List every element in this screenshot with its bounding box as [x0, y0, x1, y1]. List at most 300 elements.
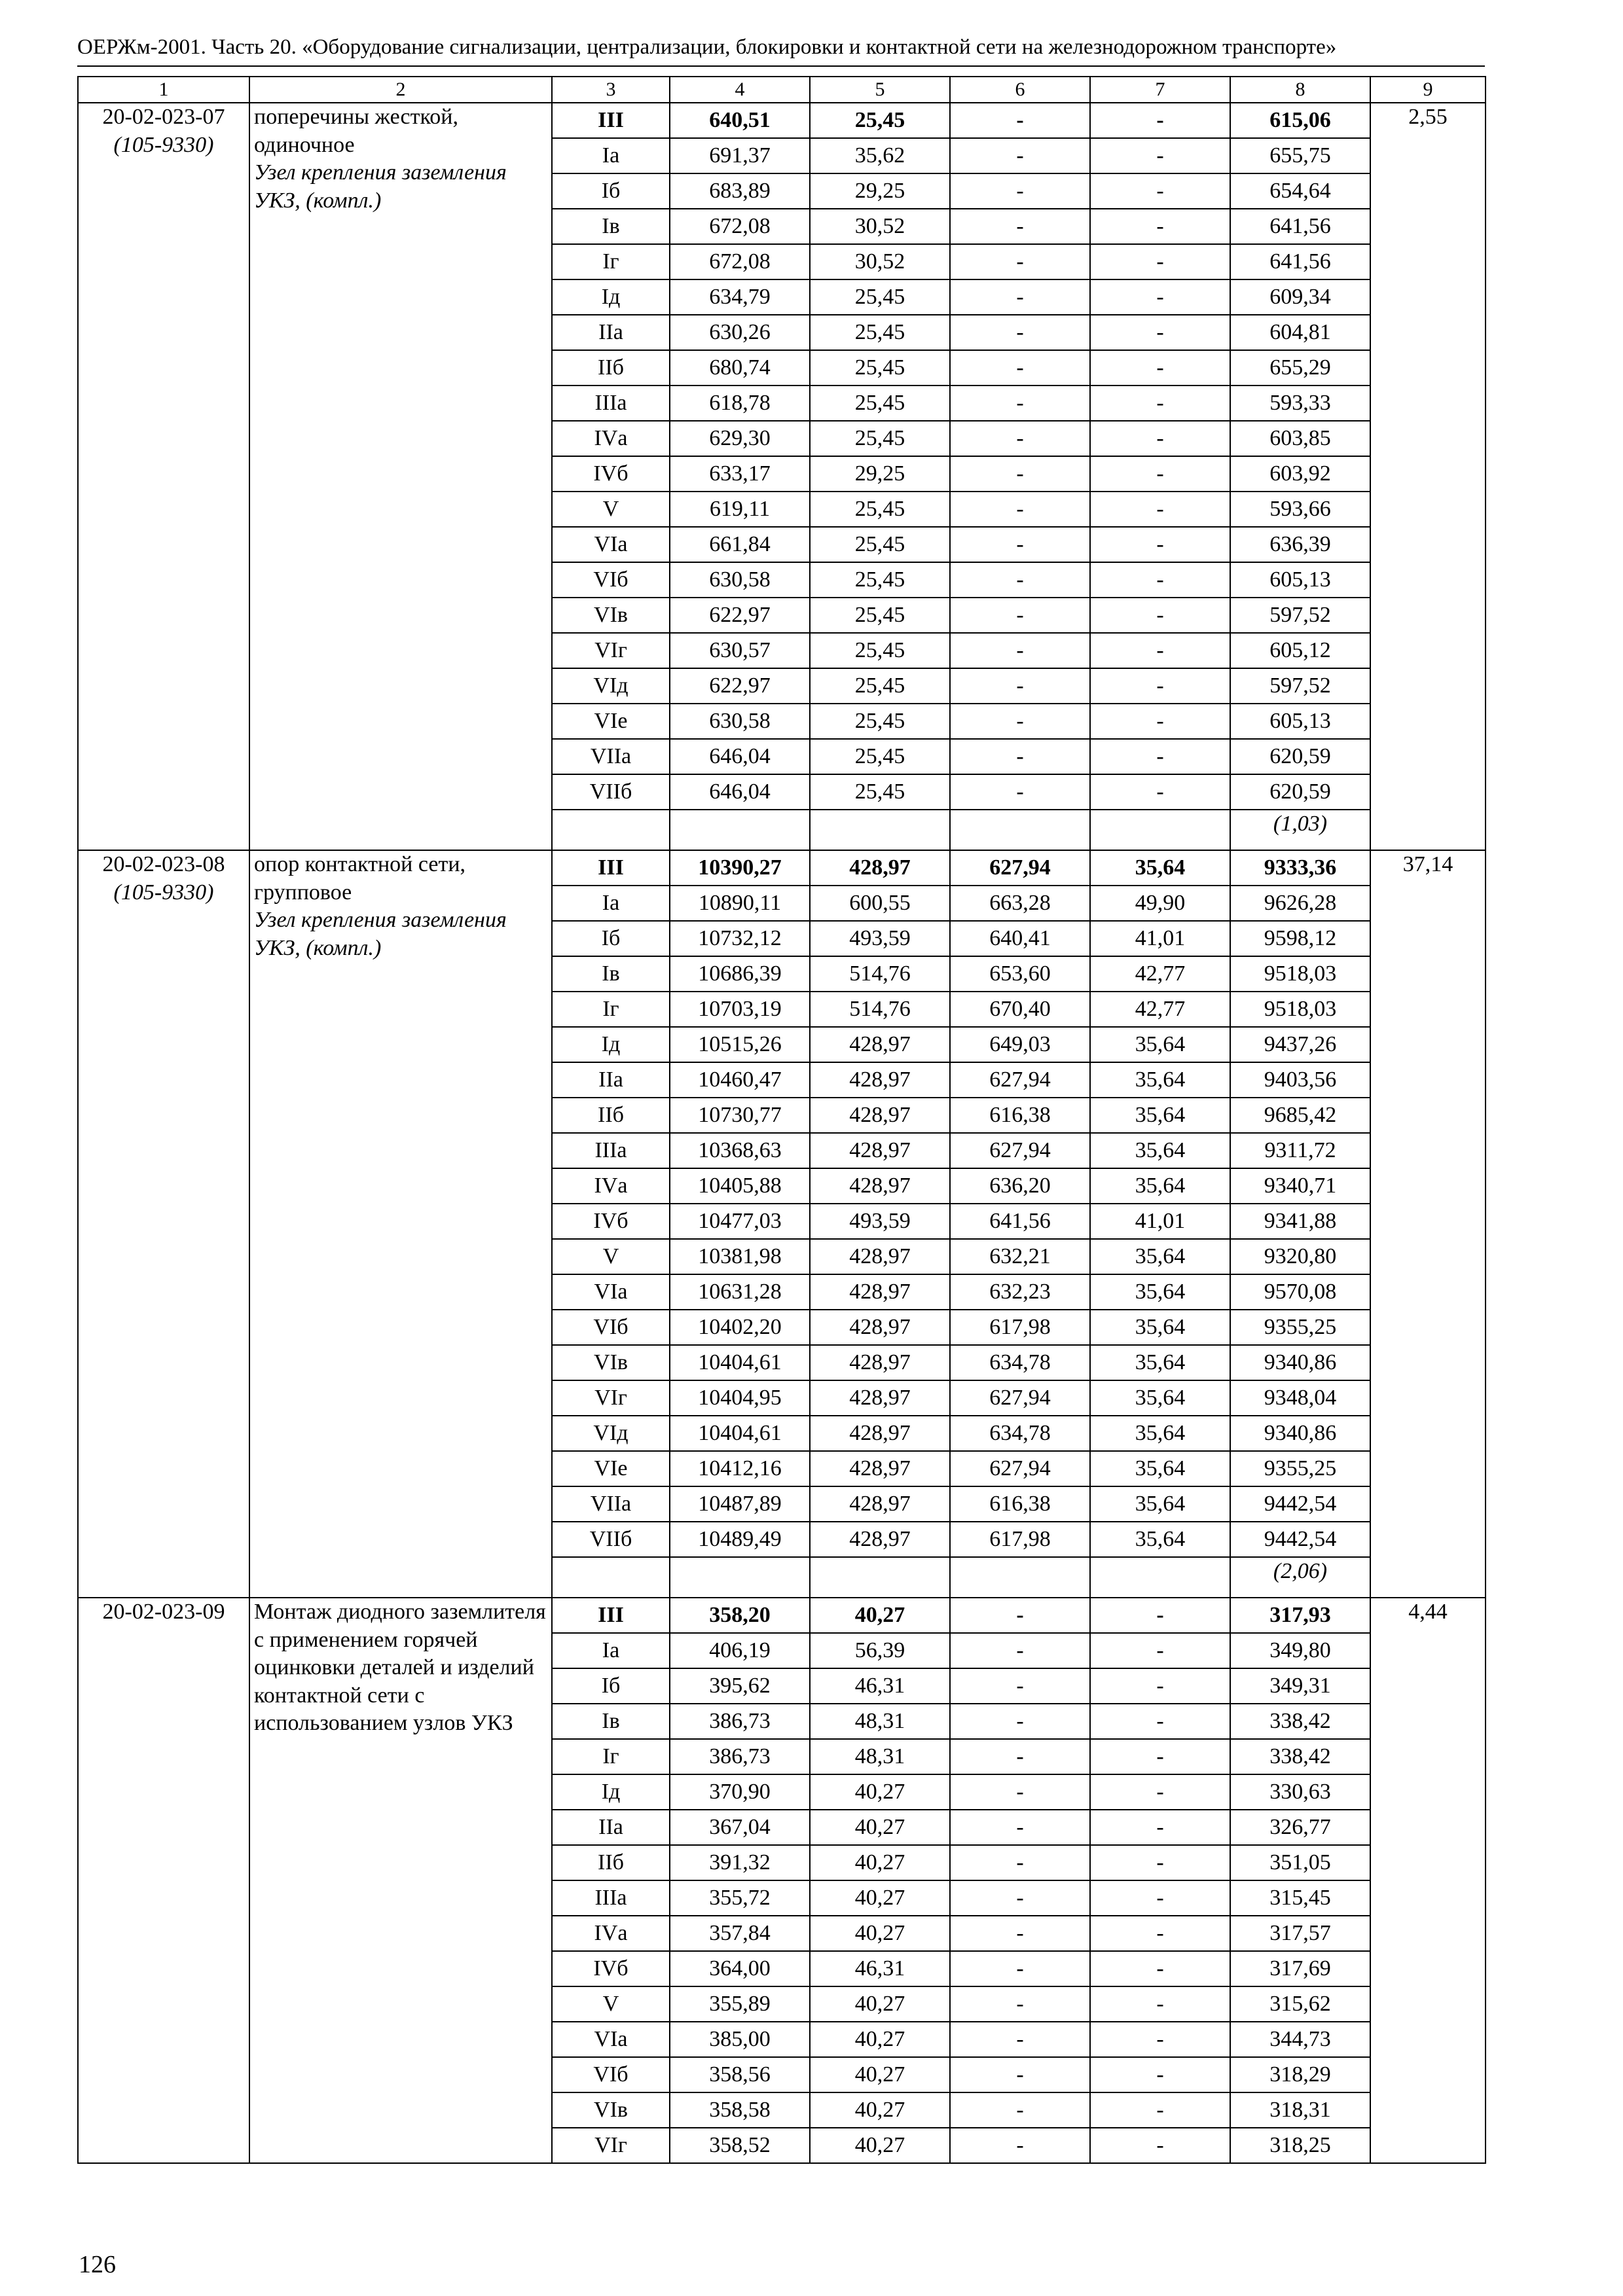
cell-zone: IIа	[552, 1810, 670, 1845]
cell-c5: 46,31	[810, 1668, 950, 1704]
cell-c8: 9518,03	[1230, 992, 1370, 1027]
cell-c4: 10368,63	[670, 1133, 810, 1168]
cell-c6: -	[950, 1633, 1090, 1668]
cell-c7: -	[1090, 527, 1230, 562]
cell-c6: 616,38	[950, 1486, 1090, 1522]
cell-c4: 395,62	[670, 1668, 810, 1704]
cell-c8: 344,73	[1230, 2022, 1370, 2057]
cell-c6: -	[950, 1916, 1090, 1951]
cell-c6: 670,40	[950, 992, 1090, 1027]
cell-c5: 40,27	[810, 2128, 950, 2163]
cell-c4: 634,79	[670, 279, 810, 315]
cell-c7: -	[1090, 2128, 1230, 2163]
cell-c6: 636,20	[950, 1168, 1090, 1204]
cell-c5: 25,45	[810, 633, 950, 668]
cell-c4: 683,89	[670, 173, 810, 209]
cell-c5: 56,39	[810, 1633, 950, 1668]
cell-c4: 385,00	[670, 2022, 810, 2057]
empty-cell	[950, 1557, 1090, 1598]
cell-c4: 640,51	[670, 103, 810, 138]
cell-c5: 514,76	[810, 992, 950, 1027]
item-code: 20-02-023-07	[102, 105, 225, 129]
column-header: 7	[1090, 77, 1230, 103]
cell-c5: 40,27	[810, 1598, 950, 1633]
cell-c7: -	[1090, 2092, 1230, 2128]
cell-zone: VIв	[552, 1345, 670, 1380]
cell-c6: 663,28	[950, 886, 1090, 921]
cell-zone: VIIа	[552, 1486, 670, 1522]
cell-c6: -	[950, 774, 1090, 810]
cell-c8: 636,39	[1230, 527, 1370, 562]
cell-c6: -	[950, 1845, 1090, 1880]
cell-c5: 25,45	[810, 739, 950, 774]
cell-c4: 386,73	[670, 1739, 810, 1774]
cell-c6: -	[950, 279, 1090, 315]
cell-zone: Iб	[552, 921, 670, 956]
cell-c5: 428,97	[810, 1380, 950, 1416]
cell-c5: 25,45	[810, 562, 950, 598]
cell-c8: 330,63	[1230, 1774, 1370, 1810]
cell-c8: 654,64	[1230, 173, 1370, 209]
cell-c7: 41,01	[1090, 1204, 1230, 1239]
cell-c6: -	[950, 421, 1090, 456]
cell-c4: 10405,88	[670, 1168, 810, 1204]
cell-c6: 627,94	[950, 850, 1090, 886]
cell-c4: 386,73	[670, 1704, 810, 1739]
cell-c5: 30,52	[810, 244, 950, 279]
cell-c7: -	[1090, 173, 1230, 209]
cell-c7: -	[1090, 598, 1230, 633]
cell-c7: -	[1090, 1598, 1230, 1633]
cell-c4: 661,84	[670, 527, 810, 562]
cell-c4: 646,04	[670, 739, 810, 774]
cell-c8: 605,12	[1230, 633, 1370, 668]
item-description: поперечины жесткой, одиночное	[254, 105, 458, 157]
cell-c7: -	[1090, 421, 1230, 456]
cell-c4: 630,57	[670, 633, 810, 668]
cell-zone: III	[552, 103, 670, 138]
material-quantity: (2,06)	[1230, 1557, 1370, 1598]
cell-c5: 428,97	[810, 1062, 950, 1098]
cell-c6: -	[950, 2092, 1090, 2128]
cell-c7: -	[1090, 2057, 1230, 2092]
cell-c8: 349,31	[1230, 1668, 1370, 1704]
cell-c4: 672,08	[670, 209, 810, 244]
cell-zone: Iв	[552, 1704, 670, 1739]
cell-c5: 514,76	[810, 956, 950, 992]
item-code: 20-02-023-08	[102, 852, 225, 876]
cell-c8: 655,75	[1230, 138, 1370, 173]
cell-c7: -	[1090, 350, 1230, 386]
cell-zone: VIг	[552, 1380, 670, 1416]
cell-c5: 428,97	[810, 1027, 950, 1062]
cell-c8: 597,52	[1230, 668, 1370, 704]
cell-c8: 318,29	[1230, 2057, 1370, 2092]
cell-c4: 10381,98	[670, 1239, 810, 1274]
cell-c4: 358,58	[670, 2092, 810, 2128]
cell-c8: 349,80	[1230, 1633, 1370, 1668]
cell-zone: Iд	[552, 279, 670, 315]
cell-c7: 35,64	[1090, 1486, 1230, 1522]
labor-cost-cell: 4,44	[1370, 1598, 1486, 2163]
cell-zone: VIа	[552, 1274, 670, 1310]
cell-c5: 40,27	[810, 1810, 950, 1845]
cell-c7: 35,64	[1090, 1345, 1230, 1380]
cell-c5: 40,27	[810, 1845, 950, 1880]
cell-c7: 49,90	[1090, 886, 1230, 921]
cell-zone: VIIа	[552, 739, 670, 774]
cell-c4: 680,74	[670, 350, 810, 386]
column-header: 4	[670, 77, 810, 103]
material-description: Узел крепления заземления УКЗ, (компл.)	[254, 160, 507, 213]
cell-c4: 10732,12	[670, 921, 810, 956]
cell-zone: VIе	[552, 1451, 670, 1486]
labor-cost-cell: 2,55	[1370, 103, 1486, 850]
cell-c6: -	[950, 527, 1090, 562]
cell-c5: 40,27	[810, 1986, 950, 2022]
cell-c7: -	[1090, 492, 1230, 527]
cell-c5: 25,45	[810, 668, 950, 704]
cell-c6: -	[950, 138, 1090, 173]
cell-c8: 315,62	[1230, 1986, 1370, 2022]
cell-c5: 25,45	[810, 704, 950, 739]
column-number-row	[78, 77, 1486, 103]
cell-c6: -	[950, 1774, 1090, 1810]
cell-c6: 617,98	[950, 1522, 1090, 1557]
cell-c6: -	[950, 209, 1090, 244]
cell-c8: 9355,25	[1230, 1310, 1370, 1345]
cell-zone: VIб	[552, 1310, 670, 1345]
cell-zone: VIг	[552, 2128, 670, 2163]
cell-c7: 35,64	[1090, 850, 1230, 886]
cell-c5: 428,97	[810, 1451, 950, 1486]
cell-c7: -	[1090, 1845, 1230, 1880]
empty-cell	[670, 810, 810, 850]
cell-c7: 42,77	[1090, 992, 1230, 1027]
cell-c8: 326,77	[1230, 1810, 1370, 1845]
cell-c8: 597,52	[1230, 598, 1370, 633]
cell-c5: 40,27	[810, 1774, 950, 1810]
cell-c7: -	[1090, 1739, 1230, 1774]
cell-c4: 622,97	[670, 598, 810, 633]
cell-c5: 25,45	[810, 350, 950, 386]
material-code: (105-9330)	[113, 132, 214, 157]
cell-zone: IVб	[552, 456, 670, 492]
cell-c6: -	[950, 1668, 1090, 1704]
empty-cell	[670, 1557, 810, 1598]
cell-zone: V	[552, 492, 670, 527]
cell-c5: 40,27	[810, 2092, 950, 2128]
cell-zone: IIа	[552, 1062, 670, 1098]
cell-c5: 493,59	[810, 1204, 950, 1239]
cell-c7: 35,64	[1090, 1239, 1230, 1274]
cell-zone: VIд	[552, 1416, 670, 1451]
cell-c6: -	[950, 456, 1090, 492]
cell-c8: 9442,54	[1230, 1486, 1370, 1522]
cell-c8: 605,13	[1230, 562, 1370, 598]
cell-c7: -	[1090, 2022, 1230, 2057]
cell-c4: 10404,61	[670, 1416, 810, 1451]
cell-c7: -	[1090, 1774, 1230, 1810]
cell-c7: 35,64	[1090, 1133, 1230, 1168]
cell-c8: 593,66	[1230, 492, 1370, 527]
cell-c5: 428,97	[810, 1486, 950, 1522]
cell-c4: 10412,16	[670, 1451, 810, 1486]
cell-c8: 9437,26	[1230, 1027, 1370, 1062]
cell-c5: 25,45	[810, 386, 950, 421]
cell-c6: -	[950, 244, 1090, 279]
cell-c6: -	[950, 598, 1090, 633]
cell-zone: Iв	[552, 209, 670, 244]
cell-c8: 315,45	[1230, 1880, 1370, 1916]
cell-c4: 357,84	[670, 1916, 810, 1951]
cell-zone: VIв	[552, 598, 670, 633]
material-code: (105-9330)	[113, 880, 214, 905]
code-cell	[78, 850, 249, 1598]
cell-c6: 627,94	[950, 1380, 1090, 1416]
cell-c7: 35,64	[1090, 1416, 1230, 1451]
cell-c8: 609,34	[1230, 279, 1370, 315]
cell-c6: -	[950, 386, 1090, 421]
cell-c5: 25,45	[810, 279, 950, 315]
cell-c6: -	[950, 739, 1090, 774]
cell-c6: 640,41	[950, 921, 1090, 956]
cell-c8: 317,69	[1230, 1951, 1370, 1986]
cell-c6: -	[950, 1739, 1090, 1774]
cell-c8: 9570,08	[1230, 1274, 1370, 1310]
cell-c5: 428,97	[810, 1133, 950, 1168]
cell-c5: 600,55	[810, 886, 950, 921]
cell-c5: 35,62	[810, 138, 950, 173]
cell-c7: -	[1090, 386, 1230, 421]
cell-c6: 627,94	[950, 1451, 1090, 1486]
cell-c4: 672,08	[670, 244, 810, 279]
cell-c8: 317,93	[1230, 1598, 1370, 1633]
cell-c8: 338,42	[1230, 1704, 1370, 1739]
cell-c7: 35,64	[1090, 1168, 1230, 1204]
column-header: 2	[249, 77, 552, 103]
material-code-pad	[82, 159, 245, 187]
cell-c7: -	[1090, 562, 1230, 598]
description-cell	[249, 850, 552, 1598]
cell-c7: 35,64	[1090, 1451, 1230, 1486]
cell-c8: 620,59	[1230, 774, 1370, 810]
empty-cell	[950, 810, 1090, 850]
cell-zone: VIв	[552, 2092, 670, 2128]
description-cell	[249, 103, 552, 850]
cell-zone: VIа	[552, 2022, 670, 2057]
cell-zone: IVб	[552, 1204, 670, 1239]
cell-zone: IIб	[552, 1845, 670, 1880]
empty-cell	[810, 810, 950, 850]
cell-c8: 9518,03	[1230, 956, 1370, 992]
cell-c8: 641,56	[1230, 209, 1370, 244]
cell-c7: -	[1090, 244, 1230, 279]
cell-c4: 391,32	[670, 1845, 810, 1880]
cell-zone: IIб	[552, 1098, 670, 1133]
cell-c5: 40,27	[810, 2057, 950, 2092]
cell-zone: IVа	[552, 421, 670, 456]
cell-c4: 618,78	[670, 386, 810, 421]
cell-zone: IVа	[552, 1168, 670, 1204]
cell-c4: 10460,47	[670, 1062, 810, 1098]
cell-c7: 35,64	[1090, 1522, 1230, 1557]
empty-cell	[1090, 1557, 1230, 1598]
cell-c4: 10890,11	[670, 886, 810, 921]
cell-c8: 317,57	[1230, 1916, 1370, 1951]
empty-cell	[552, 1557, 670, 1598]
cell-c5: 46,31	[810, 1951, 950, 1986]
cell-c5: 30,52	[810, 209, 950, 244]
column-header: 3	[552, 77, 670, 103]
cell-c7: -	[1090, 315, 1230, 350]
cell-c4: 10686,39	[670, 956, 810, 992]
cell-c6: -	[950, 704, 1090, 739]
cell-c7: -	[1090, 1633, 1230, 1668]
cell-c6: 641,56	[950, 1204, 1090, 1239]
cell-c5: 48,31	[810, 1704, 950, 1739]
cell-zone: VIб	[552, 562, 670, 598]
cell-c5: 25,45	[810, 103, 950, 138]
cell-c4: 10404,61	[670, 1345, 810, 1380]
cell-c6: -	[950, 315, 1090, 350]
cell-c8: 615,06	[1230, 103, 1370, 138]
cell-c5: 25,45	[810, 421, 950, 456]
cell-zone: VIIб	[552, 774, 670, 810]
cell-c4: 370,90	[670, 1774, 810, 1810]
cell-zone: VIа	[552, 527, 670, 562]
cell-zone: V	[552, 1986, 670, 2022]
table-row	[78, 103, 1486, 138]
cell-c7: 42,77	[1090, 956, 1230, 992]
cell-c8: 9348,04	[1230, 1380, 1370, 1416]
cell-c7: -	[1090, 668, 1230, 704]
cell-zone: Iб	[552, 173, 670, 209]
cell-c5: 29,25	[810, 456, 950, 492]
cell-c6: 653,60	[950, 956, 1090, 992]
item-description: опор контактной сети, групповое	[254, 852, 466, 905]
cell-zone: Iд	[552, 1774, 670, 1810]
cell-c6: -	[950, 173, 1090, 209]
cell-c8: 318,31	[1230, 2092, 1370, 2128]
cell-zone: III	[552, 1598, 670, 1633]
item-description: Монтаж диодного заземлителя с применением горячей оцинковки деталей и изделий контактной сети с использованием узлов УКЗ	[254, 1600, 546, 1735]
cell-c7: -	[1090, 1668, 1230, 1704]
cell-c7: -	[1090, 704, 1230, 739]
cell-c4: 355,89	[670, 1986, 810, 2022]
cell-c4: 10487,89	[670, 1486, 810, 1522]
cell-zone: VIIб	[552, 1522, 670, 1557]
cell-c4: 646,04	[670, 774, 810, 810]
cell-c7: -	[1090, 1986, 1230, 2022]
cell-c6: 627,94	[950, 1133, 1090, 1168]
cell-c7: -	[1090, 456, 1230, 492]
cell-c8: 338,42	[1230, 1739, 1370, 1774]
cell-c8: 655,29	[1230, 350, 1370, 386]
empty-cell	[810, 1557, 950, 1598]
cell-c8: 318,25	[1230, 2128, 1370, 2163]
cell-c5: 428,97	[810, 1310, 950, 1345]
cell-c4: 10402,20	[670, 1310, 810, 1345]
cell-c5: 48,31	[810, 1739, 950, 1774]
cell-c7: -	[1090, 1951, 1230, 1986]
cell-zone: Iг	[552, 244, 670, 279]
cell-c6: -	[950, 633, 1090, 668]
cell-c4: 10515,26	[670, 1027, 810, 1062]
cell-c8: 603,92	[1230, 456, 1370, 492]
cell-c7: 41,01	[1090, 921, 1230, 956]
cell-zone: IVб	[552, 1951, 670, 1986]
cell-c7: -	[1090, 633, 1230, 668]
cell-c5: 40,27	[810, 2022, 950, 2057]
cell-c4: 630,26	[670, 315, 810, 350]
cell-zone: IVа	[552, 1916, 670, 1951]
cell-c6: 632,23	[950, 1274, 1090, 1310]
cell-c8: 641,56	[1230, 244, 1370, 279]
column-header: 8	[1230, 77, 1370, 103]
cell-c4: 622,97	[670, 668, 810, 704]
cell-c7: -	[1090, 1810, 1230, 1845]
cell-c8: 9333,36	[1230, 850, 1370, 886]
cell-c6: -	[950, 1880, 1090, 1916]
cell-c8: 9626,28	[1230, 886, 1370, 921]
cell-c7: -	[1090, 739, 1230, 774]
cell-c7: 35,64	[1090, 1098, 1230, 1133]
cell-c5: 493,59	[810, 921, 950, 956]
cell-zone: Iб	[552, 1668, 670, 1704]
cell-c5: 25,45	[810, 315, 950, 350]
cell-c5: 25,45	[810, 527, 950, 562]
cell-c7: -	[1090, 1704, 1230, 1739]
cell-zone: Iа	[552, 1633, 670, 1668]
cell-zone: V	[552, 1239, 670, 1274]
cell-zone: VIб	[552, 2057, 670, 2092]
cell-c4: 619,11	[670, 492, 810, 527]
cell-c7: -	[1090, 774, 1230, 810]
cell-c4: 358,56	[670, 2057, 810, 2092]
cell-zone: Iа	[552, 886, 670, 921]
cell-c4: 10477,03	[670, 1204, 810, 1239]
cell-c5: 428,97	[810, 1239, 950, 1274]
cell-c6: 649,03	[950, 1027, 1090, 1062]
cell-c7: 35,64	[1090, 1062, 1230, 1098]
cell-c6: -	[950, 2057, 1090, 2092]
column-header: 1	[78, 77, 249, 103]
cell-c4: 10489,49	[670, 1522, 810, 1557]
cell-zone: Iг	[552, 1739, 670, 1774]
cell-c6: -	[950, 2128, 1090, 2163]
cell-c8: 9598,12	[1230, 921, 1370, 956]
cell-c8: 9341,88	[1230, 1204, 1370, 1239]
cell-c8: 620,59	[1230, 739, 1370, 774]
cell-c6: -	[950, 1810, 1090, 1845]
cell-c5: 428,97	[810, 1098, 950, 1133]
cell-zone: Iа	[552, 138, 670, 173]
cell-c4: 691,37	[670, 138, 810, 173]
column-header: 5	[810, 77, 950, 103]
cell-c5: 428,97	[810, 1416, 950, 1451]
cell-c6: -	[950, 103, 1090, 138]
cell-c8: 9403,56	[1230, 1062, 1370, 1098]
cell-c6: 634,78	[950, 1416, 1090, 1451]
cell-c4: 630,58	[670, 704, 810, 739]
cell-c5: 428,97	[810, 850, 950, 886]
cell-c8: 593,33	[1230, 386, 1370, 421]
cell-c5: 25,45	[810, 598, 950, 633]
cell-c8: 603,85	[1230, 421, 1370, 456]
cell-c5: 428,97	[810, 1345, 950, 1380]
table-row	[78, 1598, 1486, 1633]
